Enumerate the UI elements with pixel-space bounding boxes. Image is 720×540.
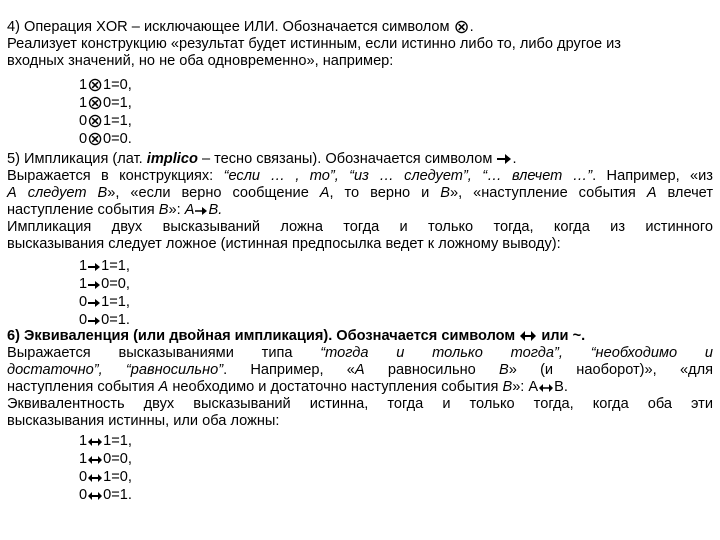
impl-desc-text: наступление события <box>7 202 159 218</box>
equiv-row <box>79 433 132 450</box>
right-arrow-icon <box>87 262 101 272</box>
equiv-tilde-symbol: ~. <box>572 328 586 344</box>
impl-desc-text: влечет <box>656 185 713 201</box>
impl-desc-italic: В <box>440 185 450 201</box>
double-arrow-icon <box>519 330 537 342</box>
impl-heading-end: . <box>512 151 517 167</box>
xor-row-a: 1 <box>79 77 88 93</box>
xor-row-a: 0 <box>79 131 88 147</box>
equiv-heading-text-2: или <box>541 328 569 344</box>
double-arrow-icon <box>87 473 103 483</box>
impl-desc-text: », «если верно сообщение <box>107 185 320 201</box>
equiv-row-rest: 0=0, <box>103 451 132 467</box>
equiv-desc-line-3 <box>7 379 713 396</box>
double-arrow-icon <box>87 491 103 501</box>
impl-row <box>79 294 130 311</box>
right-arrow-icon <box>87 298 101 308</box>
equiv-desc-line-1 <box>7 345 713 362</box>
equiv-formula-b: В. <box>554 379 568 395</box>
xor-symbol: ⊗ <box>453 17 470 38</box>
impl-desc-text: », «наступление события <box>449 185 647 201</box>
equiv-row-a: 1 <box>79 451 88 467</box>
impl-row <box>79 258 130 275</box>
equiv-row <box>79 469 132 486</box>
xor-row-rest: 1=0, <box>103 77 132 93</box>
impl-desc-italic: А <box>646 185 657 201</box>
equiv-desc-italic: В <box>498 362 509 378</box>
xor-symbol: ⊗ <box>87 129 104 150</box>
equiv-row-a: 0 <box>79 487 88 503</box>
equiv-heading-text: 6) Эквиваленция (или двойная импликация). Обозначается символом <box>7 328 516 344</box>
xor-row <box>79 113 132 130</box>
impl-desc-line-5: высказывания следует ложное (истинная предпосылка ведет к ложному выводу): <box>7 236 561 252</box>
equiv-desc-text: » (и наоборот)», «для <box>508 362 713 378</box>
right-arrow-icon <box>496 153 512 165</box>
impl-row-rest: 1=1, <box>101 258 130 274</box>
equiv-desc-quote: “тогда и только тогда”, “необходимо и <box>320 345 713 361</box>
equiv-row <box>79 451 132 468</box>
impl-desc-text: Выражается в конструкциях: <box>7 168 224 184</box>
right-arrow-icon <box>194 206 208 216</box>
equiv-desc-line-2 <box>7 362 713 379</box>
right-arrow-icon <box>87 280 101 290</box>
impl-row <box>79 312 130 329</box>
equiv-heading <box>7 328 713 345</box>
equiv-row-rest: 0=1. <box>103 487 132 503</box>
impl-heading <box>7 151 713 168</box>
xor-row-rest: 0=1, <box>103 95 132 111</box>
impl-desc-text: . Например, «из <box>592 168 713 184</box>
equiv-row <box>79 487 132 504</box>
equiv-desc-text: »: <box>512 379 529 395</box>
equiv-desc-text: Выражается высказываниями типа <box>7 345 321 361</box>
equiv-desc-italic: А <box>158 379 169 395</box>
xor-heading <box>7 19 713 36</box>
impl-row-a: 1 <box>79 276 88 292</box>
xor-symbol: ⊗ <box>87 93 104 114</box>
impl-desc-line-2 <box>7 185 713 202</box>
impl-row-a: 1 <box>79 258 88 274</box>
xor-heading-text: 4) Операция XOR – исключающее ИЛИ. Обозначается символом <box>7 19 450 35</box>
equiv-formula-a: А <box>528 379 539 395</box>
xor-row-rest: 1=1, <box>103 113 132 129</box>
impl-desc-quote: “если … , то”, “из … следует”, “… влечет …” <box>223 168 593 184</box>
impl-desc-italic: А <box>319 185 330 201</box>
impl-row <box>79 276 130 293</box>
xor-desc-line-1: Реализует конструкцию «результат будет истинным, если истинно либо то, либо другое из <box>7 36 621 52</box>
equiv-row-rest: 1=1, <box>103 433 132 449</box>
xor-row-a: 0 <box>79 113 88 129</box>
right-arrow-icon <box>87 316 101 326</box>
impl-desc-line-4: Импликация двух высказываний ложна тогда и только тогда, когда из истинного <box>7 219 713 235</box>
equiv-desc-text: равносильно <box>364 362 499 378</box>
impl-desc-line-1 <box>7 168 713 185</box>
double-arrow-icon <box>87 437 103 447</box>
xor-row <box>79 131 132 148</box>
impl-heading-word: implico <box>146 151 198 167</box>
equiv-row-a: 0 <box>79 469 88 485</box>
equiv-desc-italic: А <box>354 362 365 378</box>
equiv-row-a: 1 <box>79 433 88 449</box>
xor-desc-line-2: входных значений, но не оба одновременно», например: <box>7 53 394 69</box>
xor-row-rest: 0=0. <box>103 131 132 147</box>
xor-heading-end: . <box>469 19 474 35</box>
equiv-desc-line-4: Эквивалентность двух высказываний истинна, тогда и только тогда, когда оба эти <box>7 396 713 412</box>
equiv-desc-text: необходимо и достаточно наступления события <box>168 379 503 395</box>
impl-heading-text-2: – тесно связаны). Обозначается символом <box>201 151 493 167</box>
impl-row-rest: 1=1, <box>101 294 130 310</box>
double-arrow-icon <box>538 383 554 393</box>
impl-row-rest: 0=0, <box>101 276 130 292</box>
double-arrow-icon <box>87 455 103 465</box>
impl-row-rest: 0=1. <box>101 312 130 328</box>
equiv-desc-quote: достаточно”, “равносильно” <box>7 362 224 378</box>
impl-heading-text: 5) Импликация (лат. <box>7 151 143 167</box>
impl-desc-text: , то верно и <box>329 185 441 201</box>
xor-symbol: ⊗ <box>87 75 104 96</box>
xor-row <box>79 77 132 94</box>
equiv-desc-line-5: высказывания истинны, или оба ложны: <box>7 413 280 429</box>
impl-desc-text: »: <box>168 202 185 218</box>
xor-row-a: 1 <box>79 95 88 111</box>
impl-row-a: 0 <box>79 312 88 328</box>
equiv-row-rest: 1=0, <box>103 469 132 485</box>
impl-row-a: 0 <box>79 294 88 310</box>
equiv-desc-text: наступления события <box>7 379 159 395</box>
impl-desc-italic: А следует В <box>7 185 108 201</box>
equiv-desc-text: . Например, « <box>223 362 355 378</box>
xor-symbol: ⊗ <box>87 111 104 132</box>
impl-desc-italic: В <box>158 202 169 218</box>
impl-desc-line-3 <box>7 202 713 219</box>
equiv-desc-italic: В <box>502 379 513 395</box>
xor-row <box>79 95 132 112</box>
impl-formula-a: А <box>184 202 195 218</box>
impl-formula-b: В. <box>208 202 223 218</box>
